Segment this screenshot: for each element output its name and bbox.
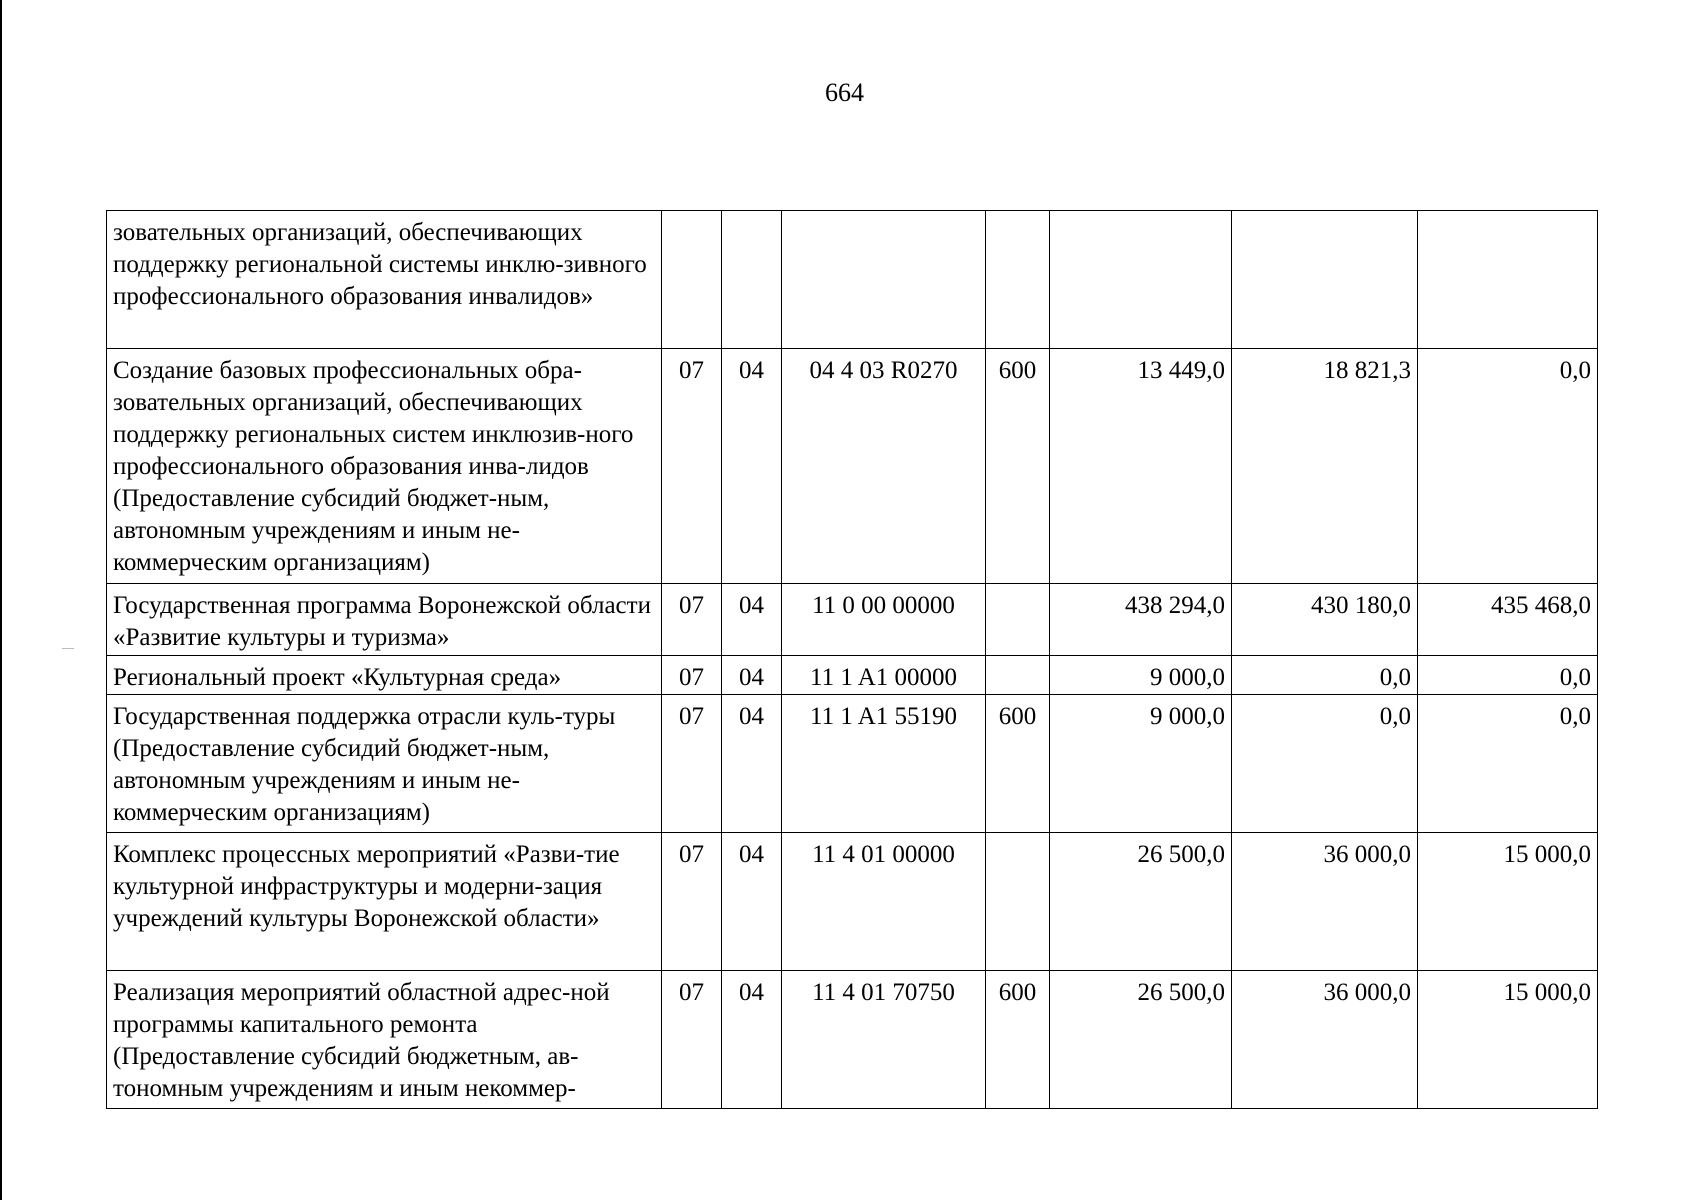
row-expense-type xyxy=(986,211,1050,349)
row-amount-year-3: 0,0 xyxy=(1418,349,1598,584)
row-amount-year-2: 36 000,0 xyxy=(1232,833,1418,971)
row-expense-type: 600 xyxy=(986,349,1050,584)
row-name: зовательных организаций, обеспечивающих поддержку региональной системы инклю-зивного профессионального образования инвалидов» xyxy=(107,211,662,349)
row-expense-type: 600 xyxy=(986,695,1050,833)
row-amount-year-1: 13 449,0 xyxy=(1050,349,1232,584)
row-expense-type xyxy=(986,584,1050,656)
row-expense-type xyxy=(986,833,1050,971)
row-amount-year-2 xyxy=(1232,211,1418,349)
row-section: 07 xyxy=(662,656,722,695)
row-amount-year-2: 0,0 xyxy=(1232,656,1418,695)
row-subsection: 04 xyxy=(722,584,782,656)
table-row xyxy=(107,656,1598,695)
row-amount-year-1: 9 000,0 xyxy=(1050,695,1232,833)
row-section: 07 xyxy=(662,695,722,833)
row-amount-year-2: 18 821,3 xyxy=(1232,349,1418,584)
row-subsection: 04 xyxy=(722,656,782,695)
table-row xyxy=(107,211,1598,349)
row-subsection: 04 xyxy=(722,833,782,971)
row-target-article: 11 0 00 00000 xyxy=(782,584,986,656)
row-amount-year-1: 26 500,0 xyxy=(1050,971,1232,1109)
budget-table xyxy=(106,210,1598,1109)
row-section xyxy=(662,211,722,349)
row-target-article xyxy=(782,211,986,349)
row-target-article: 11 4 01 70750 xyxy=(782,971,986,1109)
row-subsection: 04 xyxy=(722,695,782,833)
row-section: 07 xyxy=(662,349,722,584)
table-row xyxy=(107,971,1598,1109)
row-name: Государственная программа Воронежской области «Развитие культуры и туризма» xyxy=(107,584,662,656)
row-name: Комплекс процессных мероприятий «Разви-тие культурной инфраструктуры и модерни-зация учреждений культуры Воронежской области» xyxy=(107,833,662,971)
row-amount-year-2: 0,0 xyxy=(1232,695,1418,833)
row-expense-type xyxy=(986,656,1050,695)
row-target-article: 11 4 01 00000 xyxy=(782,833,986,971)
row-target-article: 11 1 A1 55190 xyxy=(782,695,986,833)
row-name: Региональный проект «Культурная среда» xyxy=(107,656,662,695)
scan-left-edge xyxy=(0,0,2,1200)
row-amount-year-3: 435 468,0 xyxy=(1418,584,1598,656)
row-expense-type: 600 xyxy=(986,971,1050,1109)
row-amount-year-1: 26 500,0 xyxy=(1050,833,1232,971)
row-name: Государственная поддержка отрасли куль-туры (Предоставление субсидий бюджет-ным, автономным учреждениям и иным не-коммерческим организациям) xyxy=(107,695,662,833)
table-row xyxy=(107,833,1598,971)
row-amount-year-1: 438 294,0 xyxy=(1050,584,1232,656)
row-amount-year-2: 36 000,0 xyxy=(1232,971,1418,1109)
row-amount-year-1 xyxy=(1050,211,1232,349)
row-subsection: 04 xyxy=(722,971,782,1109)
row-section: 07 xyxy=(662,584,722,656)
row-name: Реализация мероприятий областной адрес-ной программы капитального ремонта (Предоставление субсидий бюджетным, ав-тономным учреждениям и иным некоммер- xyxy=(107,971,662,1109)
page-number: 664 xyxy=(825,78,864,107)
row-amount-year-3: 0,0 xyxy=(1418,695,1598,833)
row-target-article: 11 1 A1 00000 xyxy=(782,656,986,695)
row-subsection: 04 xyxy=(722,349,782,584)
row-amount-year-3: 0,0 xyxy=(1418,656,1598,695)
row-amount-year-1: 9 000,0 xyxy=(1050,656,1232,695)
row-amount-year-3 xyxy=(1418,211,1598,349)
table-row xyxy=(107,584,1598,656)
table-row xyxy=(107,695,1598,833)
row-amount-year-2: 430 180,0 xyxy=(1232,584,1418,656)
row-amount-year-3: 15 000,0 xyxy=(1418,833,1598,971)
row-amount-year-3: 15 000,0 xyxy=(1418,971,1598,1109)
row-name: Создание базовых профессиональных обра-зовательных организаций, обеспечивающих поддержку региональных систем инклюзив-ного профессионального образования инва-лидов (Предоставление субсидий бюджет-ным, автономным учреждениям и иным не-коммерческим организациям) xyxy=(107,349,662,584)
row-target-article: 04 4 03 R0270 xyxy=(782,349,986,584)
row-section: 07 xyxy=(662,971,722,1109)
row-subsection xyxy=(722,211,782,349)
row-section: 07 xyxy=(662,833,722,971)
scan-mark xyxy=(62,648,74,649)
table-row xyxy=(107,349,1598,584)
